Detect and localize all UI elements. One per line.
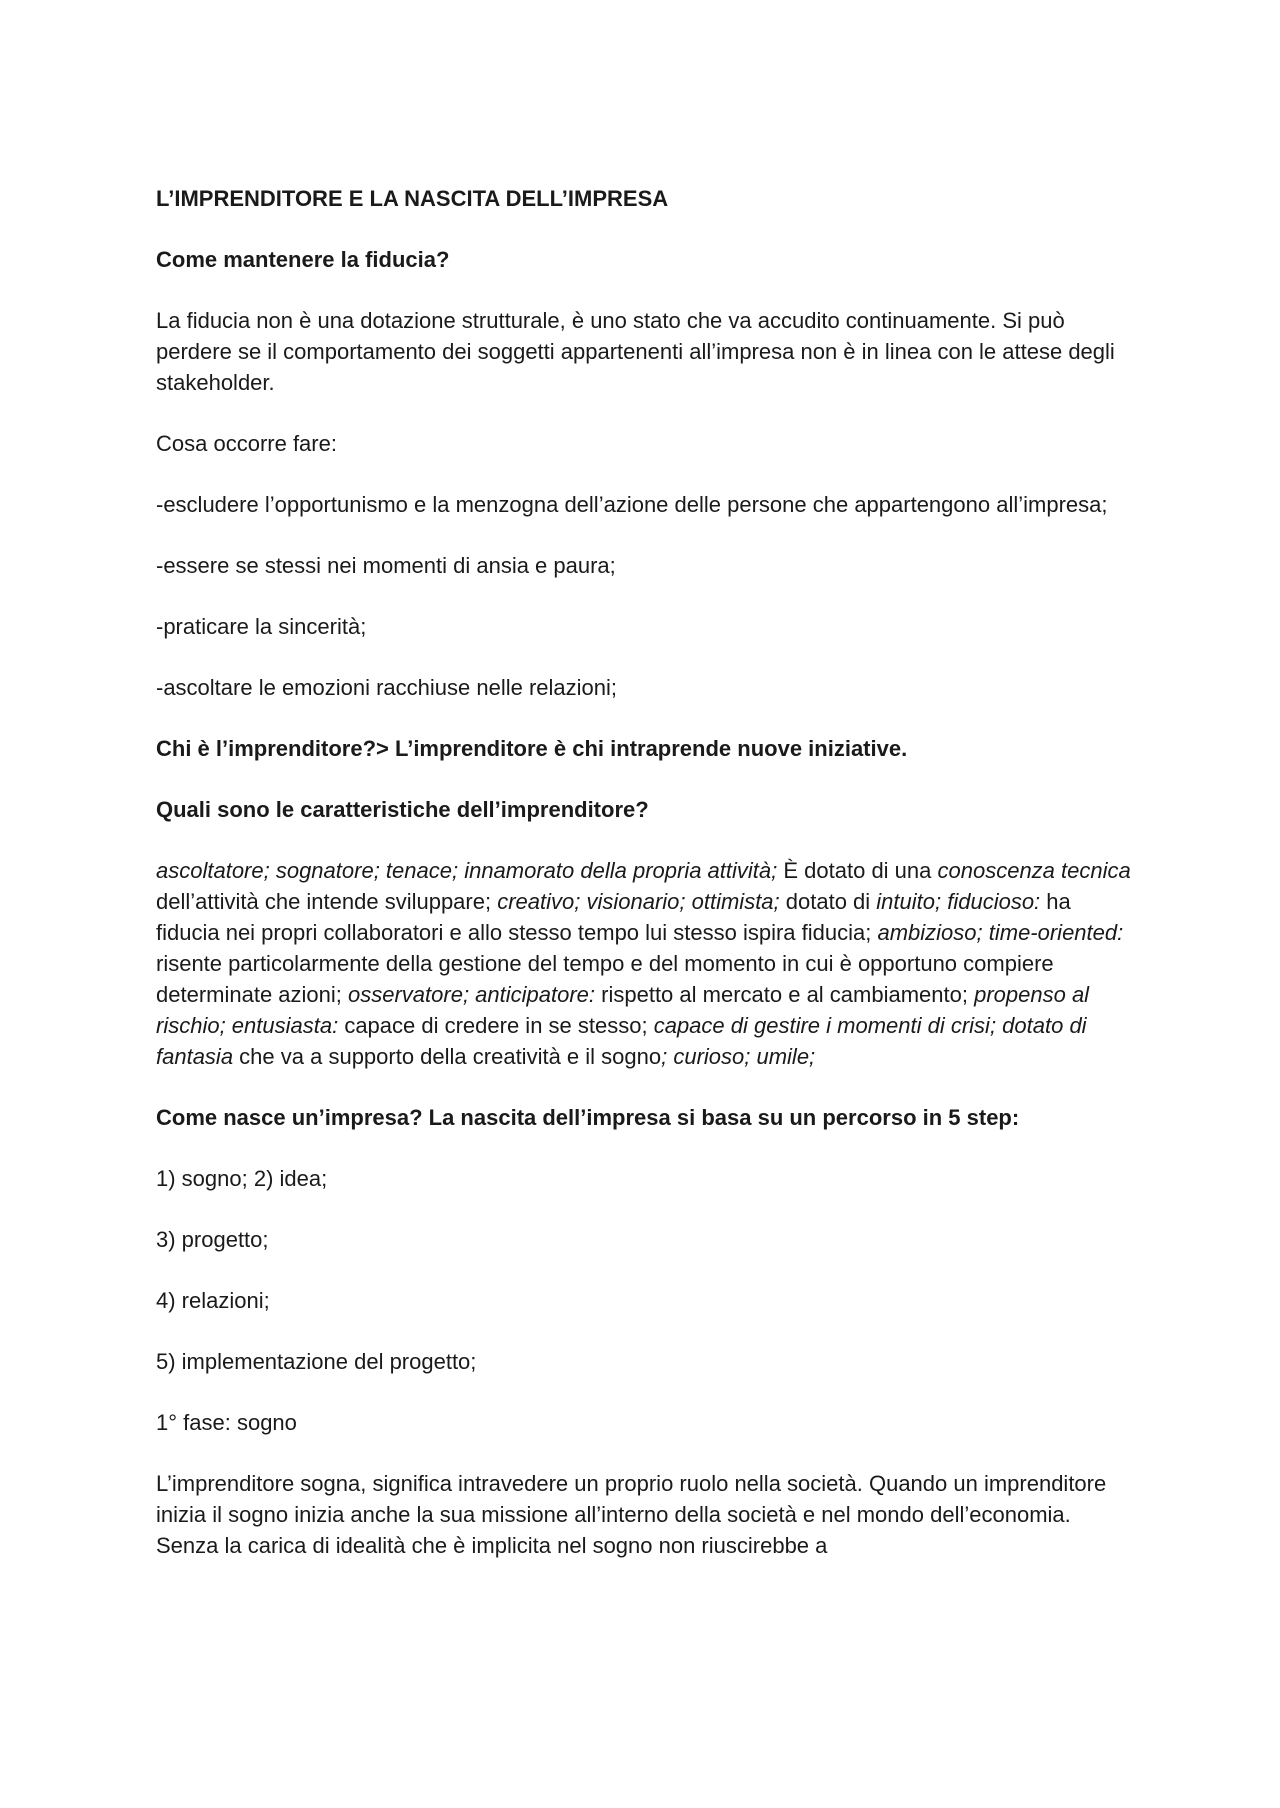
text-segment: creativo; visionario; ottimista; <box>497 889 780 914</box>
nascita-step: 5) implementazione del progetto; <box>156 1349 477 1374</box>
fiducia-intro: Cosa occorre fare: <box>156 431 337 456</box>
phase-heading: 1° fase: sogno <box>156 1410 297 1435</box>
fiducia-item: -praticare la sincerità; <box>156 614 367 639</box>
text-segment: capace di gestire i momenti di crisi; dotato di fantasia <box>156 1013 1087 1069</box>
nascita-step: 1) sogno; 2) idea; <box>156 1166 328 1191</box>
text-segment: ha fiducia nei propri collaboratori e allo stesso tempo lui stesso ispira fiducia; <box>156 889 1071 945</box>
text-segment: intuito; fiducioso: <box>876 889 1041 914</box>
text-segment: ; curioso; umile; <box>661 1044 816 1069</box>
text-segment: che va a supporto della creatività e il sogno <box>233 1044 662 1069</box>
text-segment: ambizioso; time-oriented: <box>877 920 1124 945</box>
text-segment: conoscenza tecnica <box>937 858 1131 883</box>
text-segment: risente particolarmente della gestione del tempo e del momento in cui è opportuno compiere determinate azioni; <box>156 951 1054 1007</box>
fiducia-item: -escludere l’opportunismo e la menzogna dell’azione delle persone che appartengono all’impresa; <box>156 492 1108 517</box>
fiducia-item: -essere se stessi nei momenti di ansia e paura; <box>156 553 616 578</box>
text-segment: propenso al rischio; entusiasta: <box>156 982 1090 1038</box>
text-segment: capace di credere in se stesso; <box>338 1013 654 1038</box>
nascita-step: 3) progetto; <box>156 1227 269 1252</box>
caratteristiche-paragraph <box>156 855 1136 1072</box>
phase-body: L’imprenditore sogna, significa intravedere un proprio ruolo nella società. Quando un imprenditore inizia il sogno inizia anche la sua missione all’interno della società e nel mondo dell’economia. Senza la carica di idealità che è implicita nel sogno non riuscirebbe a <box>156 1471 1107 1558</box>
fiducia-body: La fiducia non è una dotazione strutturale, è uno stato che va accudito continuamente. Si può perdere se il comportamento dei soggetti appartenenti all’impresa non è in linea con le attese degli stakeholder. <box>156 308 1115 395</box>
chi-heading: Chi è l’imprenditore?> L’imprenditore è chi intraprende nuove iniziative. <box>156 736 908 761</box>
text-segment: dell’attività che intende sviluppare; <box>156 889 498 914</box>
text-segment: dotato di <box>779 889 877 914</box>
nascita-heading: Come nasce un’impresa? La nascita dell’impresa si basa su un percorso in 5 step: <box>156 1105 1020 1130</box>
text-segment: ascoltatore; sognatore; tenace; innamorato della propria attività; <box>156 858 778 883</box>
document-content <box>156 183 1136 1591</box>
fiducia-heading: Come mantenere la fiducia? <box>156 247 450 272</box>
nascita-step: 4) relazioni; <box>156 1288 270 1313</box>
text-segment: osservatore; anticipatore: <box>348 982 596 1007</box>
text-segment: È dotato di una <box>777 858 938 883</box>
text-segment: rispetto al mercato e al cambiamento; <box>595 982 975 1007</box>
document-title: L’IMPRENDITORE E LA NASCITA DELL’IMPRESA <box>156 186 669 211</box>
fiducia-item: -ascoltare le emozioni racchiuse nelle relazioni; <box>156 675 618 700</box>
caratteristiche-heading: Quali sono le caratteristiche dell’imprenditore? <box>156 797 649 822</box>
